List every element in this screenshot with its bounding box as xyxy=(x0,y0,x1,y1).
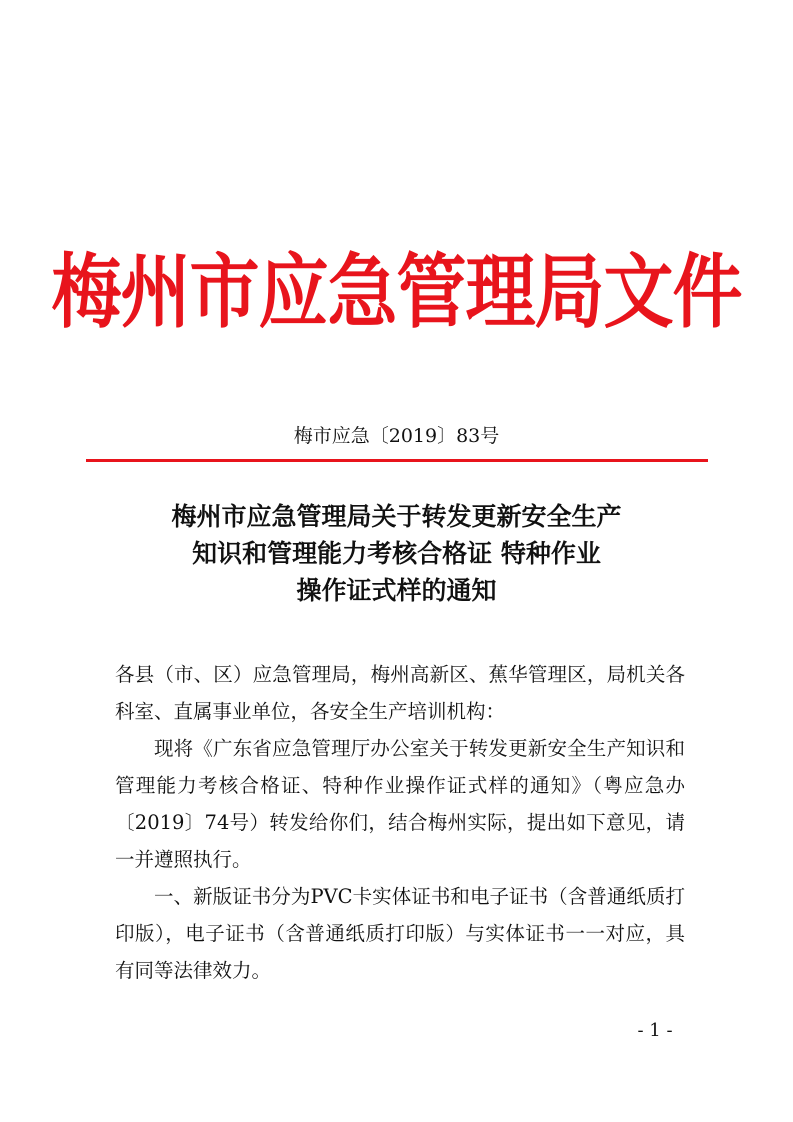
issuer-masthead-title: 梅州市应急管理局文件 xyxy=(51,245,742,340)
document-title xyxy=(0,498,793,609)
salutation: 各县（市、区）应急管理局，梅州高新区、蕉华管理区，局机关各科室、直属事业单位，各安全生产培训机构： xyxy=(115,663,685,723)
document-number: 梅市应急〔2019〕83号 xyxy=(293,425,500,447)
red-divider-line xyxy=(86,459,708,462)
title-line-1: 梅州市应急管理局关于转发更新安全生产 xyxy=(171,502,622,531)
body-paragraph-2: 一、新版证书分为PVC卡实体证书和电子证书（含普通纸质打印版），电子证书（含普通纸质打印版）与实体证书一一对应，具有同等法律效力。 xyxy=(115,885,685,982)
title-line-3: 操作证式样的通知 xyxy=(296,576,497,605)
body-paragraph-1: 现将《广东省应急管理厅办公室关于转发更新安全生产知识和管理能力考核合格证、特种作业操作证式样的通知》（粤应急办〔2019〕74号）转发给你们，结合梅州实际，提出如下意见，请一并遵照执行。 xyxy=(115,737,685,871)
title-line-2: 知识和管理能力考核合格证 特种作业 xyxy=(192,539,601,568)
page-number: - 1 - xyxy=(637,1020,673,1041)
document-body xyxy=(115,656,685,989)
